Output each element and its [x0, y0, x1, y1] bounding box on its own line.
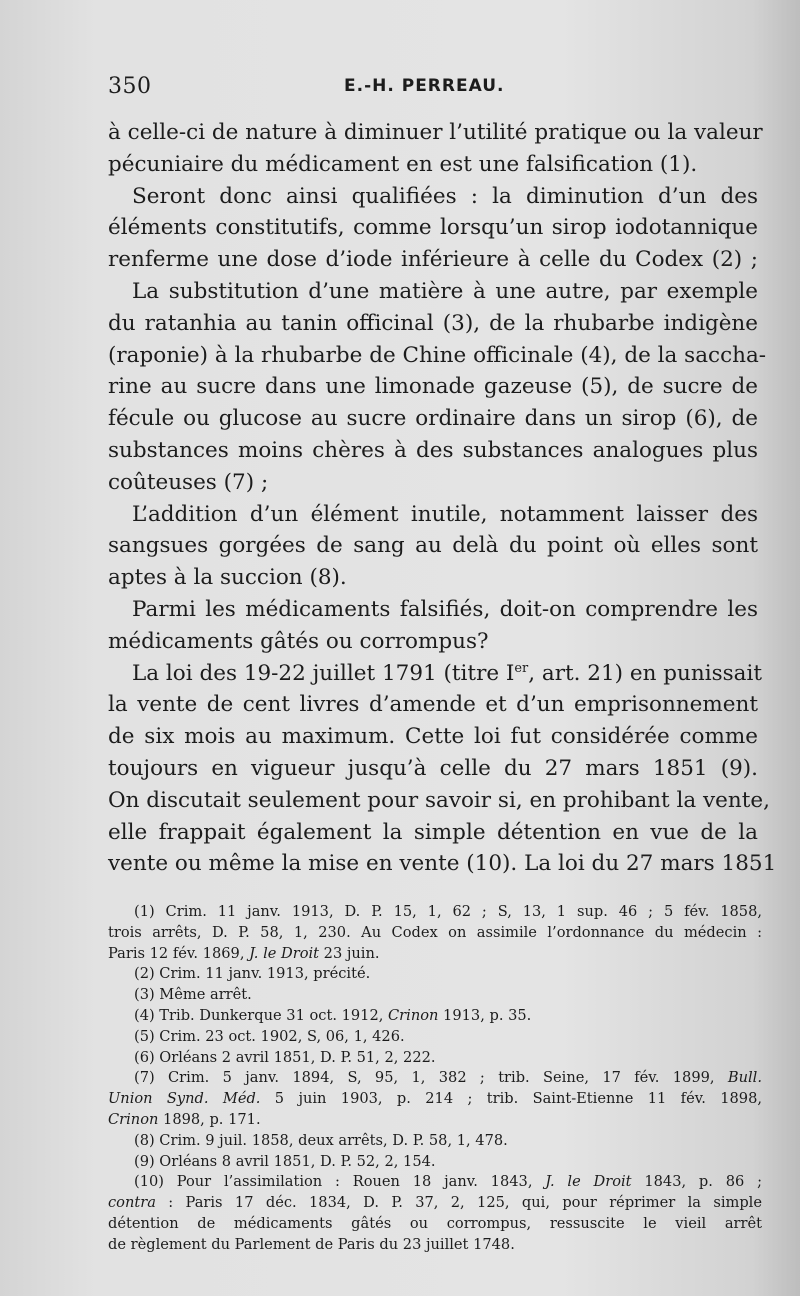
footnote-1: (1) Crim. 11 janv. 1913, D. P. 15, 1, 62 ; S, 13, 1 sup. 46 ; 5 fév. 1858, — [134, 903, 762, 920]
footnote-italic: Bull. — [727, 1069, 762, 1087]
footnote-italic: Crinon — [108, 1110, 159, 1128]
body-line: sangsues gorgées de sang au delà du point où elles sont — [108, 533, 758, 559]
footnote-italic: J. le Droit — [249, 944, 320, 962]
footnote-text: 1913, p. 35. — [438, 1006, 532, 1024]
footnote-10 — [108, 1172, 762, 1193]
footnote-10-cont: détention de médicaments gâtés ou corrompus, ressuscite le vieil arrêt — [108, 1214, 762, 1232]
footnote-text: (4) Trib. Dunkerque 31 oct. 1912, — [134, 1006, 389, 1024]
footnote-text: (7) Crim. 5 janv. 1894, S, 95, 1, 382 ; trib. Seine, 17 fév. 1899, — [134, 1069, 728, 1087]
footnote-text: (10) Pour l’assimilation : Rouen 18 janv. 1843, — [134, 1173, 546, 1191]
body-line: On discutait seulement pour savoir si, en prohibant la vente, — [108, 787, 770, 813]
body-text — [108, 117, 777, 880]
footnote-text: 1843, p. 86 ; — [631, 1173, 762, 1191]
footnote-text: Paris 12 fév. 1869, — [108, 944, 250, 962]
footnote-5: (5) Crim. 23 oct. 1902, S, 06, 1, 426. — [134, 1027, 405, 1045]
body-line: aptes à la succion (8). — [108, 565, 347, 591]
body-line: de six mois au maximum. Cette loi fut considérée comme — [108, 724, 758, 750]
footnote-2: (2) Crim. 11 janv. 1913, précité. — [134, 965, 371, 983]
body-line: à celle-ci de nature à diminuer l’utilité pratique ou la valeur — [108, 120, 763, 145]
body-line: vente ou même la mise en vente (10). La loi du 27 mars 1851 — [108, 851, 777, 877]
body-line — [108, 658, 762, 690]
footnote-text: 5 juin 1903, p. 214 ; trib. Saint-Etienne 11 fév. 1898, — [260, 1090, 762, 1108]
footnote-italic: Crinon — [388, 1006, 439, 1024]
page-number: 350 — [108, 74, 152, 99]
body-line: L’addition d’un élément inutile, notamment laisser des — [132, 501, 758, 527]
body-line: (raponie) à la rhubarbe de Chine officinale (4), de la saccha- — [108, 342, 767, 368]
body-line: coûteuses (7) ; — [108, 469, 269, 495]
footnote-italic: contra — [108, 1194, 156, 1212]
footnote-italic: Union Synd. Méd. — [108, 1090, 261, 1108]
body-line: fécule ou glucose au sucre ordinaire dans un sirop (6), de — [108, 406, 758, 432]
footnote-text: : Paris 17 déc. 1834, D. P. 37, 2, 125, qui, pour réprimer la simple — [155, 1194, 762, 1212]
footnote-6: (6) Orléans 2 avril 1851, D. P. 51, 2, 222. — [134, 1048, 436, 1066]
body-line: Parmi les médicaments falsifiés, doit-on comprendre les — [132, 596, 758, 622]
footnote-text: 1898, p. 171. — [158, 1110, 261, 1128]
footnote-9: (9) Orléans 8 avril 1851, D. P. 52, 2, 154. — [134, 1152, 436, 1170]
footnote-text: 23 juin. — [319, 944, 380, 962]
body-line: elle frappait également la simple détention en vue de la — [108, 819, 758, 845]
footnote-7-cont — [108, 1110, 762, 1131]
running-head: E.-H. PERREAU. — [344, 76, 505, 96]
body-line: renferme une dose d’iode inférieure à celle du Codex (2) ; — [108, 247, 758, 273]
page-header — [108, 74, 758, 104]
footnote-italic: J. le Droit — [545, 1173, 632, 1191]
body-line-part: , art. 21) en punissait — [528, 660, 762, 686]
body-line: substances moins chères à des substances analogues plus — [108, 437, 758, 463]
footnote-10-cont — [108, 1193, 762, 1214]
body-line: du ratanhia au tanin officinal (3), de la rhubarbe indigène — [108, 310, 758, 336]
superscript-er: er — [514, 660, 529, 676]
footnotes — [108, 902, 762, 1256]
footnote-1-cont — [108, 944, 762, 965]
footnote-1-cont: trois arrêts, D. P. 58, 1, 230. Au Codex on assimile l’ordonnance du médecin : — [108, 923, 762, 941]
footnote-7-cont — [108, 1089, 762, 1110]
body-line: rine au sucre dans une limonade gazeuse (5), de sucre de — [108, 374, 758, 400]
body-line: toujours en vigueur jusqu’à celle du 27 mars 1851 (9). — [108, 755, 758, 781]
body-line: pécuniaire du médicament en est une falsification (1). — [108, 151, 698, 177]
footnote-8: (8) Crim. 9 juil. 1858, deux arrêts, D. P. 58, 1, 478. — [134, 1131, 508, 1149]
footnote-7 — [108, 1068, 762, 1089]
footnote-4 — [108, 1006, 762, 1027]
body-line: La substitution d’une matière à une autre, par exemple — [132, 278, 758, 304]
body-line-part: La loi des 19-22 juillet 1791 (titre I — [132, 660, 515, 686]
body-line: médicaments gâtés ou corrompus? — [108, 628, 489, 654]
body-line: Seront donc ainsi qualifiées : la diminution d’un des — [132, 183, 758, 209]
body-line: éléments constitutifs, comme lorsqu’un sirop iodotannique — [108, 215, 758, 241]
footnote-10-cont: de règlement du Parlement de Paris du 23 juillet 1748. — [108, 1235, 515, 1253]
footnote-3: (3) Même arrêt. — [134, 986, 252, 1004]
body-line: la vente de cent livres d’amende et d’un emprisonnement — [108, 692, 758, 718]
